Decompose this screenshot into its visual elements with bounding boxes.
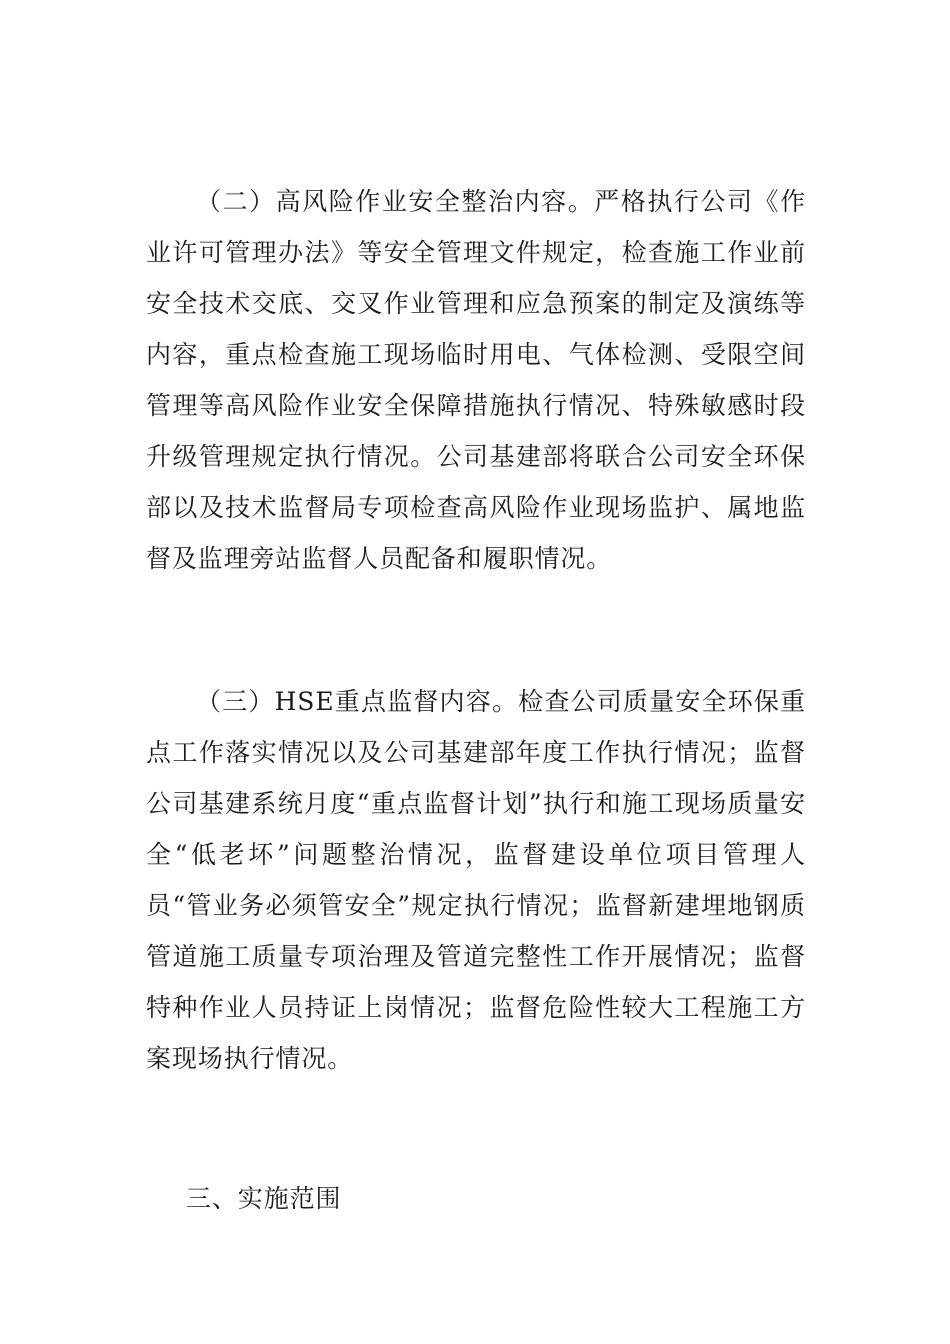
paragraph-high-risk-work: （二）高风险作业安全整治内容。严格执行公司《作业许可管理办法》等安全管理文件规定，检查施工作业前安全技术交底、交叉作业管理和应急预案的制定及演练等内容，重点检查施工现场临时用电、气体检测、受限空间管理等高风险作业安全保障措施执行情况、特殊敏感时段升级管理规定执行情况。公司基建部将联合公司安全环保部以及技术监督局专项检查高风险作业现场监护、属地监督及监理旁站监督人员配备和履职情况。 [146,187,806,573]
section-heading-scope: 三、实施范围 [186,1184,342,1213]
paragraph-hse-supervision: （三）HSE重点监督内容。检查公司质量安全环保重点工作落实情况以及公司基建部年度工作执行情况；监督公司基建系统月度“重点监督计划”执行和施工现场质量安全“低老坏”问题整治情况，监督建设单位项目管理人员“管业务必须管安全”规定执行情况；监督新建埋地钢质管道施工质量专项治理及管道完整性工作开展情况；监督特种作业人员持证上岗情况；监督危险性较大工程施工方案现场执行情况。 [146,687,806,1073]
